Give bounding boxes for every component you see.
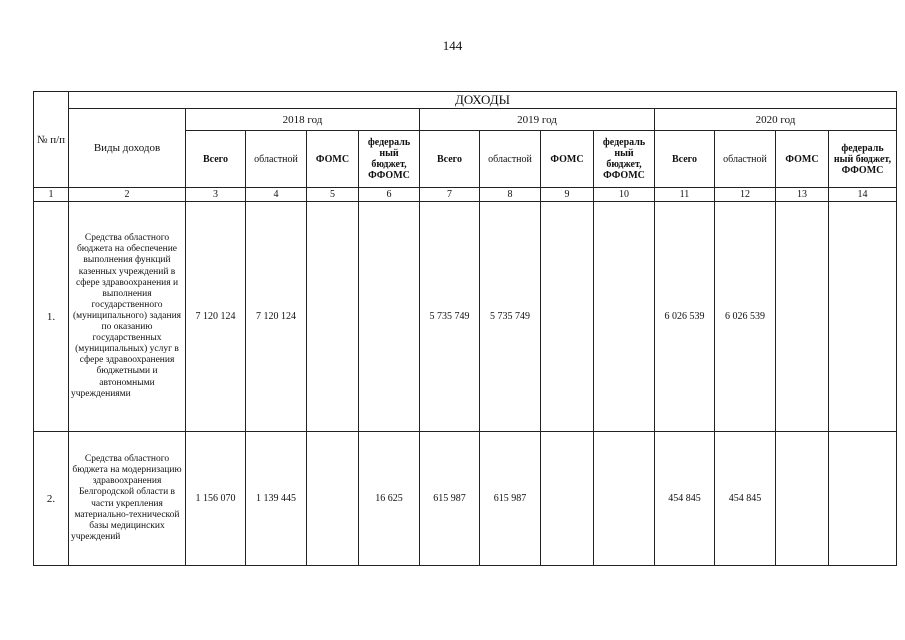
column-number: 13	[776, 188, 829, 202]
row-number-header: № п/п	[34, 92, 69, 188]
cell-2019-foms	[541, 202, 594, 432]
subheader-federal: федераль ный бюджет, ФФОМС	[829, 131, 897, 188]
column-number: 12	[715, 188, 776, 202]
cell-2020-federal	[829, 432, 897, 566]
cell-2018-foms	[307, 432, 359, 566]
cell-2020-federal	[829, 202, 897, 432]
column-number: 4	[246, 188, 307, 202]
cell-2019-regional: 5 735 749	[480, 202, 541, 432]
subheader-federal: федераль ный бюджет, ФФОМС	[359, 131, 420, 188]
cell-2019-federal	[594, 202, 655, 432]
row-number: 1.	[34, 202, 69, 432]
cell-2020-total: 6 026 539	[655, 202, 715, 432]
income-type-header: Виды доходов	[69, 109, 186, 188]
subheader-foms: ФОМС	[307, 131, 359, 188]
year-header-2020: 2020 год	[655, 109, 897, 131]
subheader-foms: ФОМС	[541, 131, 594, 188]
year-header-2019: 2019 год	[420, 109, 655, 131]
cell-2020-total: 454 845	[655, 432, 715, 566]
subheader-total: Всего	[420, 131, 480, 188]
subheader-federal: федераль ный бюджет, ФФОМС	[594, 131, 655, 188]
cell-2020-foms	[776, 432, 829, 566]
subheader-total: Всего	[655, 131, 715, 188]
subheader-regional: областной	[480, 131, 541, 188]
cell-2018-regional: 1 139 445	[246, 432, 307, 566]
cell-2018-regional: 7 120 124	[246, 202, 307, 432]
column-number: 2	[69, 188, 186, 202]
column-number: 10	[594, 188, 655, 202]
column-number: 11	[655, 188, 715, 202]
subheader-total: Всего	[186, 131, 246, 188]
income-description: Средства областного бюджета на модернизацию здравоохранения Белгородской области в части укрепления материально-технической базы медицинских учреждений	[69, 432, 186, 566]
cell-2020-regional: 6 026 539	[715, 202, 776, 432]
column-number: 8	[480, 188, 541, 202]
cell-2019-regional: 615 987	[480, 432, 541, 566]
column-number: 14	[829, 188, 897, 202]
cell-2018-total: 1 156 070	[186, 432, 246, 566]
subheader-regional: областной	[246, 131, 307, 188]
cell-2018-foms	[307, 202, 359, 432]
column-number: 7	[420, 188, 480, 202]
subheader-foms: ФОМС	[776, 131, 829, 188]
column-number: 5	[307, 188, 359, 202]
year-header-2018: 2018 год	[186, 109, 420, 131]
income-description: Средства областного бюджета на обеспечение выполнения функций казенных учреждений в сфере здравоохранения и выполнения государственного (муниципального) задания по оказанию государственных (муниципальных) услуг в сфере здравоохранения бюджетными и автономными учреждениями	[69, 202, 186, 432]
cell-2018-total: 7 120 124	[186, 202, 246, 432]
page-number: 144	[442, 38, 463, 53]
cell-2020-foms	[776, 202, 829, 432]
column-number: 1	[34, 188, 69, 202]
table-row	[34, 432, 897, 566]
cell-2018-federal	[359, 202, 420, 432]
cell-2020-regional: 454 845	[715, 432, 776, 566]
cell-2019-federal	[594, 432, 655, 566]
cell-2019-foms	[541, 432, 594, 566]
column-number: 9	[541, 188, 594, 202]
cell-2018-federal: 16 625	[359, 432, 420, 566]
row-number: 2.	[34, 432, 69, 566]
cell-2019-total: 615 987	[420, 432, 480, 566]
income-table	[33, 91, 897, 566]
cell-2019-total: 5 735 749	[420, 202, 480, 432]
column-number: 3	[186, 188, 246, 202]
subheader-regional: областной	[715, 131, 776, 188]
column-number: 6	[359, 188, 420, 202]
table-title: ДОХОДЫ	[69, 92, 897, 109]
table-row	[34, 202, 897, 432]
